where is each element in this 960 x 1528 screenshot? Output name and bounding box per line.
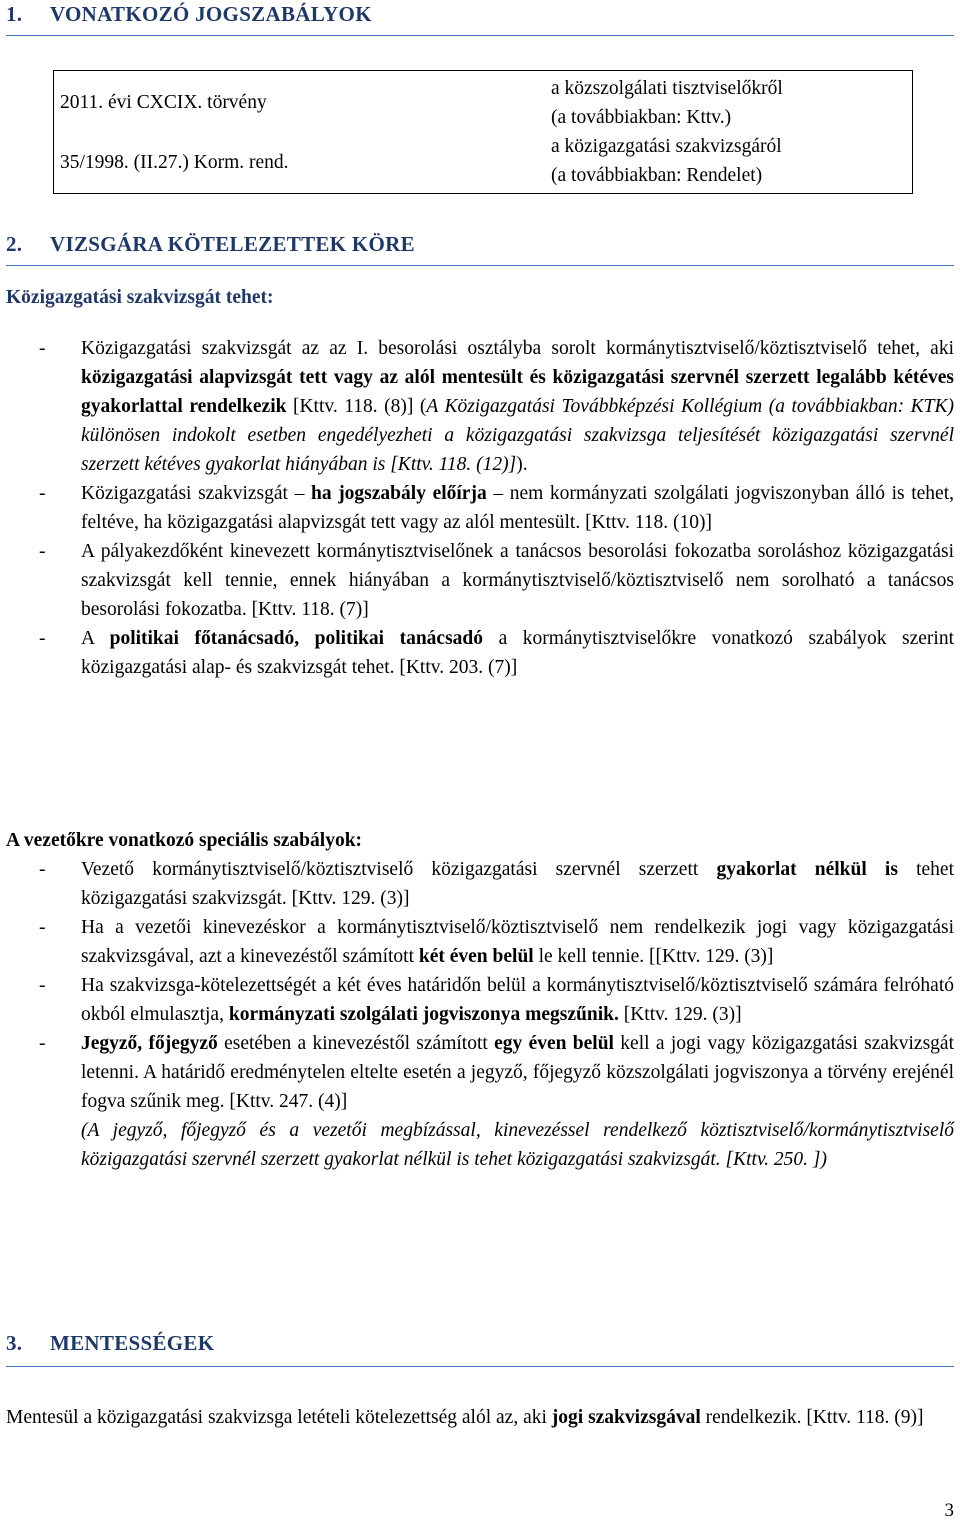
- paragraph-text: rendelkezik. [Kttv. 118. (9)]: [700, 1407, 924, 1428]
- law-description: a közigazgatási szakvizsgáról: [551, 136, 782, 157]
- section-3-heading: [6, 1331, 954, 1367]
- item-bold-text: közigazgatási alapvizsgát tett vagy az alól mentesült és közigazgatási szervnél szerzett legalább kétéves gyakorlattal rendelkezik: [81, 367, 954, 417]
- section-title: MENTESSÉGEK: [50, 1331, 215, 1355]
- page-number: 3: [944, 1500, 954, 1521]
- item-bold-text: kormányzati szolgálati jogviszonya megszűnik.: [228, 1004, 619, 1025]
- item-italic-note: (A jegyző, főjegyző és a vezetői megbízással, kinevezéssel rendelkező köztisztviselő/kormánytisztviselő közigazgatási szervnél szerzett gyakorlat nélkül is tehet közigazgatási szakvizsgát. [Kttv. 250. ]): [81, 1120, 954, 1170]
- subheading-eligible: Közigazgatási szakvizsgát tehet:: [6, 287, 274, 308]
- list-item: - Ha szakvizsga-kötelezettségét a két éves határidőn belül a kormánytisztviselő/köztisztviselő számára felróható okból elmulasztja, kormányzati szolgálati jogviszonya megszűnik. [Kttv. 129. (3)]: [39, 975, 954, 1025]
- paragraph-bold-text: jogi szakvizsgával: [551, 1407, 701, 1428]
- leaders-rules-list: [6, 855, 954, 1174]
- item-text: ).: [516, 454, 528, 475]
- item-text: [Kttv. 118. (8)] (: [286, 396, 427, 417]
- item-text: Vezető kormánytisztviselő/köztisztviselő közigazgatási szervnél szerzett: [81, 859, 717, 880]
- item-bold-text: ha jogszabály előírja: [310, 483, 487, 504]
- item-text: [Kttv. 129. (3)]: [618, 1004, 742, 1025]
- item-bold-text: Jegyző, főjegyző: [81, 1033, 218, 1054]
- item-text: A pályakezdőként kinevezett kormánytisztviselőnek a tanácsos besorolási fokozatba soroláshoz közigazgatási szakvizsgát kell tennie, ennek hiányában a kormánytisztviselő/köztisztviselő nem sorolható a tanácsos besorolási fokozatba. [Kttv. 118. (7)]: [81, 541, 954, 620]
- section-number: 1.: [6, 2, 23, 26]
- item-text: Ha a vezetői kinevezéskor a kormánytisztviselő/köztisztviselő nem rendelkezik jogi vagy közigazgatási szakvizsgával, azt a kinevezéstől számított: [81, 917, 954, 967]
- list-item: - Ha a vezetői kinevezéskor a kormánytisztviselő/köztisztviselő nem rendelkezik jogi vagy közigazgatási szakvizsgával, azt a kinevezéstől számított két éven belül le kell tennie. [[Kttv. 129. (3)]: [39, 917, 954, 967]
- eligibility-list: [6, 334, 954, 682]
- list-item: - Jegyző, főjegyző esetében a kinevezéstől számított egy éven belül kell a jogi vagy közigazgatási szakvizsgát letenni. A határidő eredménytelen eltelte esetén a jegyző, főjegyző közszolgálati jogviszonya a törvény erejénél fogva szűnik meg. [Kttv. 247. (4)] (A jegyző, főjegyző és a vezetői megbízással, kinevezéssel rendelkező köztisztviselő/kormánytisztviselő közigazgatási szervnél szerzett gyakorlat nélkül is tehet közigazgatási szakvizsgát. [Kttv. 250. ]): [39, 1033, 955, 1170]
- table-row: [54, 71, 913, 133]
- list-item: - Vezető kormánytisztviselő/köztisztviselő közigazgatási szervnél szerzett gyakorlat nélkül is tehet közigazgatási szakvizsgát. [Kttv. 129. (3)]: [39, 859, 954, 909]
- item-text: a kormánytisztviselőkre vonatkozó szabályok szerint közigazgatási alap- és szakvizsgát tehet. [Kttv. 203. (7)]: [81, 628, 954, 678]
- law-reference: 2011. évi CXCIX. törvény: [60, 92, 267, 113]
- section-title: VIZSGÁRA KÖTELEZETTEK KÖRE: [50, 232, 415, 256]
- item-bold-text: gyakorlat nélkül is: [716, 859, 898, 880]
- item-italic-text: A Közigazgatási Továbbképzési Kollégium (a továbbiakban: KTK) különösen indokolt esetben engedélyezheti a közigazgatási szakvizsga teljesítését közigazgatási szervnél szerzett kétéves gyakorlat hiányában is [Kttv. 118. (12)]: [81, 396, 954, 475]
- subheading-leaders: A vezetőkre vonatkozó speciális szabályok:: [6, 830, 363, 851]
- item-text: Közigazgatási szakvizsgát –: [81, 483, 311, 504]
- list-item: - A pályakezdőként kinevezett kormánytisztviselőnek a tanácsos besorolási fokozatba soroláshoz közigazgatási szakvizsgát kell tennie, ennek hiányában a kormánytisztviselő/köztisztviselő nem sorolható a tanácsos besorolási fokozatba. [Kttv. 118. (7)]: [39, 541, 954, 620]
- item-text: Közigazgatási szakvizsgát az az I. besorolási osztályba sorolt kormánytisztviselő/köztisztviselő tehet, aki: [81, 338, 954, 359]
- item-bold-text: egy éven belül: [494, 1033, 614, 1054]
- item-text: A: [81, 628, 110, 649]
- section-number: 2.: [6, 232, 23, 256]
- law-reference: 35/1998. (II.27.) Korm. rend.: [60, 152, 289, 173]
- item-bold-text: politikai főtanácsadó, politikai tanácsadó: [109, 628, 483, 649]
- law-description-abbr: (a továbbiakban: Rendelet): [551, 165, 763, 186]
- item-text: le kell tennie. [[Kttv. 129. (3)]: [533, 946, 774, 967]
- section-number: 3.: [6, 1331, 23, 1355]
- item-bold-text: két éven belül: [418, 946, 534, 967]
- law-description: a közszolgálati tisztviselőkről: [551, 78, 783, 99]
- item-text: tehet közigazgatási szakvizsgát. [Kttv. 129. (3)]: [81, 859, 954, 909]
- exemption-paragraph: [6, 1403, 954, 1432]
- table-row: [54, 132, 913, 194]
- list-item: - Közigazgatási szakvizsgát az az I. besorolási osztályba sorolt kormánytisztviselő/köztisztviselő tehet, aki közigazgatási alapvizsgát tett vagy az alól mentesült és közigazgatási szervnél szerzett legalább kétéves gyakorlattal rendelkezik [Kttv. 118. (8)] (A Közigazgatási Továbbképzési Kollégium (a továbbiakban: KTK) különösen indokolt esetben engedélyezheti a közigazgatási szakvizsga teljesítését közigazgatási szervnél szerzett kétéves gyakorlat hiányában is [Kttv. 118. (12)]).: [39, 338, 954, 475]
- list-item: - Közigazgatási szakvizsgát – ha jogszabály előírja – nem kormányzati szolgálati jogviszonyban álló is tehet, feltéve, ha közigazgatási alapvizsgát tett vagy az alól mentesült. [Kttv. 118. (10)]: [39, 483, 954, 533]
- regulations-table: [53, 70, 913, 194]
- section-2-heading: [6, 232, 954, 266]
- section-title: VONATKOZÓ JOGSZABÁLYOK: [50, 2, 372, 26]
- item-text: kell a jogi vagy közigazgatási szakvizsgát letenni. A határidő eredménytelen eltelte esetén a jegyző, főjegyző közszolgálati jogviszonya a törvény erejénél fogva szűnik meg. [Kttv. 247. (4)]: [81, 1033, 955, 1112]
- paragraph-text: Mentesül a közigazgatási szakvizsga letételi kötelezettség alól az, aki: [6, 1407, 552, 1428]
- law-description-abbr: (a továbbiakban: Kttv.): [551, 107, 732, 128]
- item-text: esetében a kinevezéstől számított: [217, 1033, 495, 1054]
- item-text: Ha szakvizsga-kötelezettségét a két éves határidőn belül a kormánytisztviselő/köztisztviselő számára felróható okból elmulasztja,: [81, 975, 954, 1025]
- item-text: – nem kormányzati szolgálati jogviszonyban álló is tehet, feltéve, ha közigazgatási alapvizsgát tett vagy az alól mentesült. [Kttv. 118. (10)]: [81, 483, 954, 533]
- list-item: - A politikai főtanácsadó, politikai tanácsadó a kormánytisztviselőkre vonatkozó szabályok szerint közigazgatási alap- és szakvizsgát tehet. [Kttv. 203. (7)]: [39, 628, 954, 678]
- section-1-heading: [6, 2, 954, 36]
